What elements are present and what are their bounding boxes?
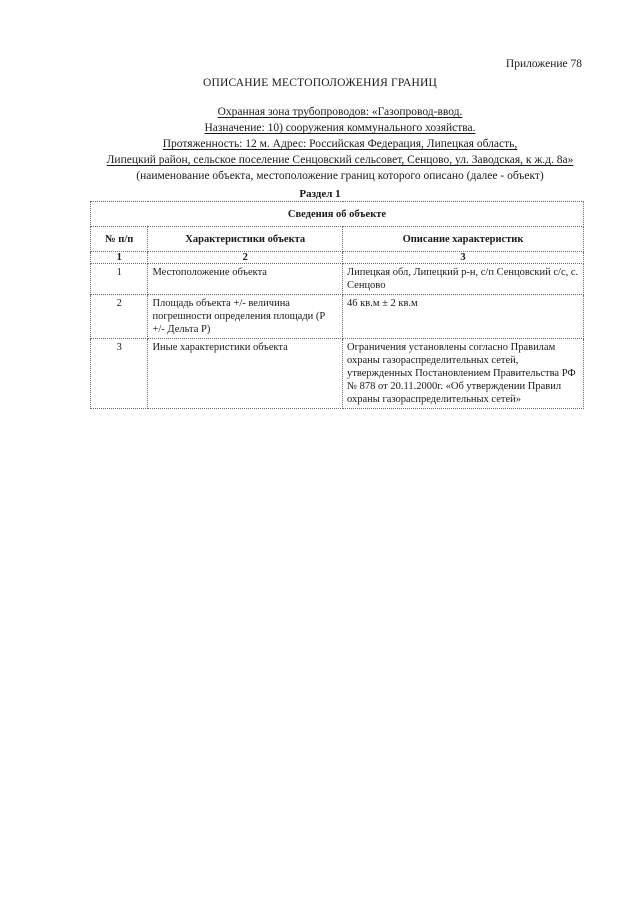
table-row [91, 339, 584, 409]
section-title: Раздел 1 [299, 188, 341, 200]
table-row [91, 295, 584, 339]
column-number: 1 [91, 252, 148, 264]
table-row [91, 264, 584, 295]
object-description [80, 104, 600, 184]
row-description: Ограничения установлены согласно Правилам охраны газораспределительных сетей, утвержденных Постановлением Правительства РФ № 878 от 20.11.2000г. «Об утверждении Правил охраны газораспределительных сетей» [343, 339, 584, 409]
object-line-1: Охранная зона трубопроводов: «Газопровод-ввод. [217, 106, 463, 118]
row-characteristic: Иные характеристики объекта [148, 339, 343, 409]
object-line-2: Назначение: 10) сооружения коммунального хозяйства. [204, 122, 476, 134]
row-number: 2 [91, 295, 148, 339]
column-number: 3 [343, 252, 584, 264]
column-header-number: № п/п [91, 227, 148, 252]
column-number-row [91, 252, 584, 264]
table-banner-row [91, 202, 584, 227]
table-banner: Сведения об объекте [91, 202, 584, 227]
row-description: 46 кв.м ± 2 кв.м [343, 295, 584, 339]
document-title: ОПИСАНИЕ МЕСТОПОЛОЖЕНИЯ ГРАНИЦ [202, 77, 438, 89]
column-header-description: Описание характеристик [343, 227, 584, 252]
table-header-row [91, 227, 584, 252]
row-number: 3 [91, 339, 148, 409]
appendix-label: Приложение 78 [505, 58, 582, 70]
column-number: 2 [148, 252, 343, 264]
row-number: 1 [91, 264, 148, 295]
column-header-characteristic: Характеристики объекта [148, 227, 343, 252]
object-caption: (наименование объекта, местоположение границ которого описано (далее - объект) [136, 170, 544, 182]
row-characteristic: Площадь объекта +/- величина погрешности определения площади (Р +/- Дельта Р) [148, 295, 343, 339]
row-description: Липецкая обл, Липецкий р-н, с/п Сенцовский с/с, с. Сенцово [343, 264, 584, 295]
object-info-table [90, 201, 584, 409]
row-characteristic: Местоположение объекта [148, 264, 343, 295]
object-line-4: Липецкий район, сельское поселение Сенцовский сельсовет, Сенцово, ул. Заводская, к ж.д. 8а» [106, 154, 574, 166]
object-line-3: Протяженность: 12 м. Адрес: Российская Федерация, Липецкая область, [162, 138, 518, 150]
